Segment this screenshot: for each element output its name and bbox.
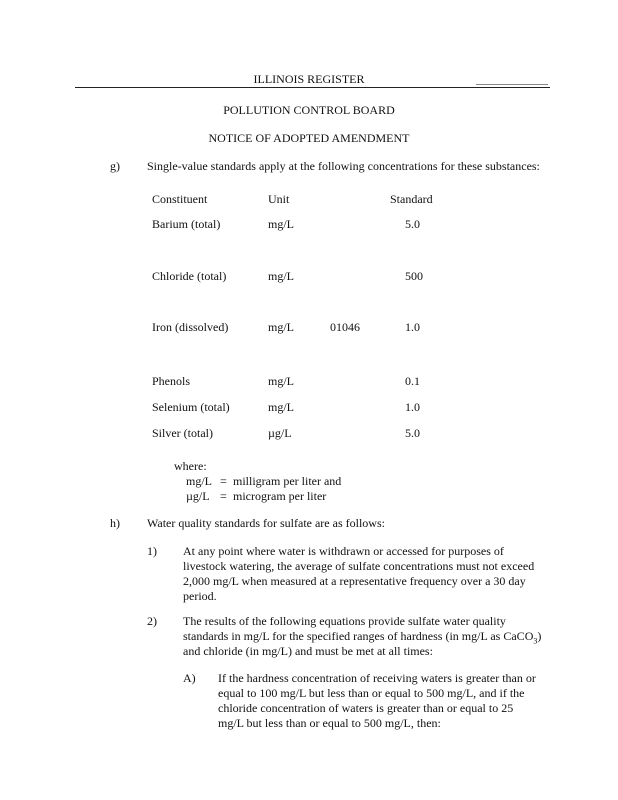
table-header-unit: Unit <box>268 192 290 206</box>
row-unit: mg/L <box>268 374 294 388</box>
section-g-intro: Single-value standards apply at the following concentrations for these substances: <box>147 159 540 173</box>
row-constituent: Iron (dissolved) <box>152 320 229 334</box>
text-line: The results of the following equations provide sulfate water quality <box>183 614 506 628</box>
row-unit: mg/L <box>268 269 294 283</box>
row-parameter-code: 01046 <box>330 320 360 334</box>
row-unit: mg/L <box>268 320 294 334</box>
table-header-constituent: Constituent <box>152 192 208 206</box>
text-line: livestock watering, the average of sulfate concentrations must not exceed <box>183 559 535 573</box>
text-line: 2,000 mg/L when measured at a representative frequency over a 30 day <box>183 574 526 588</box>
sub-a-label: A) <box>183 671 196 685</box>
row-standard: 0.1 <box>405 374 420 388</box>
row-constituent: Phenols <box>152 374 191 388</box>
subscript: 3 <box>533 636 538 646</box>
section-h-intro: Water quality standards for sulfate are as follows: <box>147 516 385 530</box>
row-constituent: Barium (total) <box>152 217 221 231</box>
row-unit: µg/L <box>268 426 292 440</box>
row-standard: 1.0 <box>405 320 420 334</box>
text-line: and chloride (in mg/L) and must be met at all times: <box>183 644 433 658</box>
def-abbr: µg/L <box>186 489 210 503</box>
text-line: mg/L but less than or equal to 500 mg/L, then: <box>218 716 441 730</box>
header-rule-short <box>476 84 548 85</box>
def-equals: = <box>220 489 227 503</box>
row-standard: 500 <box>405 269 423 283</box>
section-h-label: h) <box>110 516 120 530</box>
def-text: milligram per liter and <box>233 474 342 488</box>
register-title: ILLINOIS REGISTER <box>253 72 365 86</box>
row-constituent: Selenium (total) <box>152 400 230 414</box>
text-line: At any point where water is withdrawn or accessed for purposes of <box>183 544 504 558</box>
row-unit: mg/L <box>268 217 294 231</box>
row-constituent: Silver (total) <box>152 426 213 440</box>
board-title: POLLUTION CONTROL BOARD <box>223 103 395 117</box>
notice-title: NOTICE OF ADOPTED AMENDMENT <box>208 131 410 145</box>
def-equals: = <box>220 474 227 488</box>
row-constituent: Chloride (total) <box>152 269 227 283</box>
where-label: where: <box>174 459 207 473</box>
text-segment: standards in mg/L for the specified ranges of hardness (in mg/L as CaCO <box>183 629 534 643</box>
text-line: chloride concentration of waters is greater than or equal to 25 <box>218 701 514 715</box>
section-g-label: g) <box>110 159 120 173</box>
table-header-standard: Standard <box>390 192 433 206</box>
text-segment: ) <box>537 629 542 643</box>
header-rule <box>75 87 550 88</box>
def-text: microgram per liter <box>233 489 327 503</box>
row-standard: 5.0 <box>405 217 420 231</box>
def-abbr: mg/L <box>186 474 212 488</box>
row-standard: 1.0 <box>405 400 420 414</box>
item-2-label: 2) <box>147 614 157 628</box>
text-line: period. <box>183 589 217 603</box>
text-line: If the hardness concentration of receiving waters is greater than or <box>218 671 536 685</box>
row-unit: mg/L <box>268 400 294 414</box>
item-1-label: 1) <box>147 544 157 558</box>
text-line: equal to 100 mg/L but less than or equal to 500 mg/L, and if the <box>218 686 525 700</box>
row-standard: 5.0 <box>405 426 420 440</box>
